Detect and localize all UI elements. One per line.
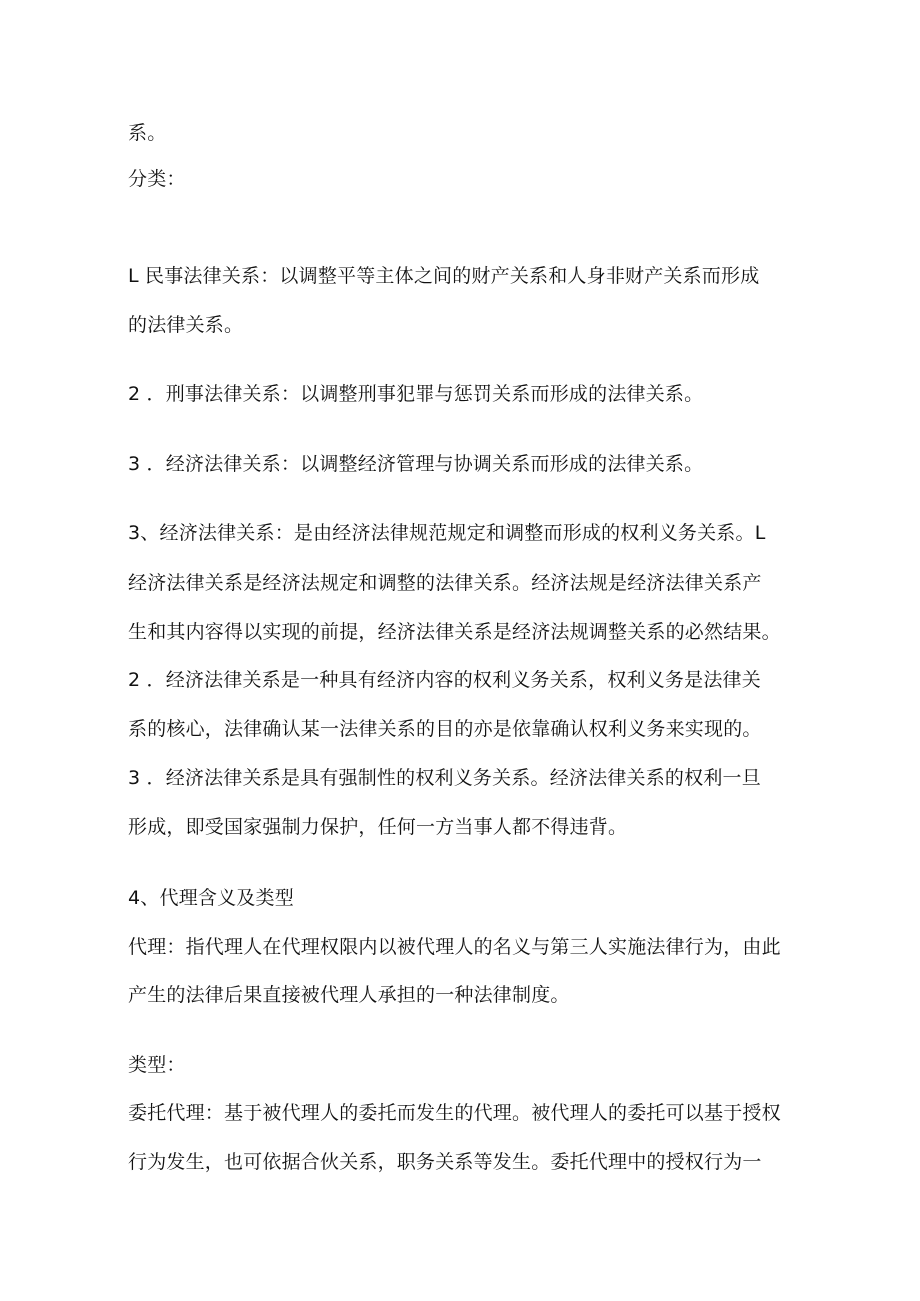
text-line: 系的核心，法律确认某一法律关系的目的亦是依靠确认权利义务来实现的。 bbox=[128, 718, 762, 740]
text-line: 的法律关系。 bbox=[128, 314, 244, 336]
text-line: 3 ．经济法律关系：以调整经济管理与协调关系而形成的法律关系。 bbox=[128, 453, 704, 475]
section-label-types: 类型： bbox=[128, 1054, 186, 1076]
text-line: 行为发生，也可依据合伙关系，职务关系等发生。委托代理中的授权行为一 bbox=[128, 1151, 762, 1173]
text-line: 形成，即受国家强制力保护，任何一方当事人都不得违背。 bbox=[128, 816, 628, 838]
text-line: 3、经济法律关系：是由经济法律规范规定和调整而形成的权利义务关系。L bbox=[128, 522, 766, 544]
section-label-classification: 分类： bbox=[128, 168, 186, 190]
text-line: 3 ．经济法律关系是具有强制性的权利义务关系。经济法律关系的权利一旦 bbox=[128, 767, 761, 789]
text-line: L 民事法律关系：以调整平等主体之间的财产关系和人身非财产关系而形成 bbox=[128, 265, 760, 287]
text-line: 经济法律关系是经济法规定和调整的法律关系。经济法规是经济法律关系产 bbox=[128, 572, 762, 594]
text-line: 2 ．刑事法律关系：以调整刑事犯罪与惩罚关系而形成的法律关系。 bbox=[128, 383, 704, 405]
text-line: 产生的法律后果直接被代理人承担的一种法律制度。 bbox=[128, 984, 570, 1006]
text-line: 代理：指代理人在代理权限内以被代理人的名义与第三人实施法律行为，由此 bbox=[128, 936, 781, 958]
text-line: 委托代理：基于被代理人的委托而发生的代理。被代理人的委托可以基于授权 bbox=[128, 1102, 781, 1124]
text-line: 2 ．经济法律关系是一种具有经济内容的权利义务关系，权利义务是法律关 bbox=[128, 669, 761, 691]
text-line: 生和其内容得以实现的前提，经济法律关系是经济法规调整关系的必然结果。 bbox=[128, 621, 781, 643]
section-heading-agency: 4、代理含义及类型 bbox=[128, 887, 294, 909]
text-line: 系。 bbox=[128, 122, 167, 144]
